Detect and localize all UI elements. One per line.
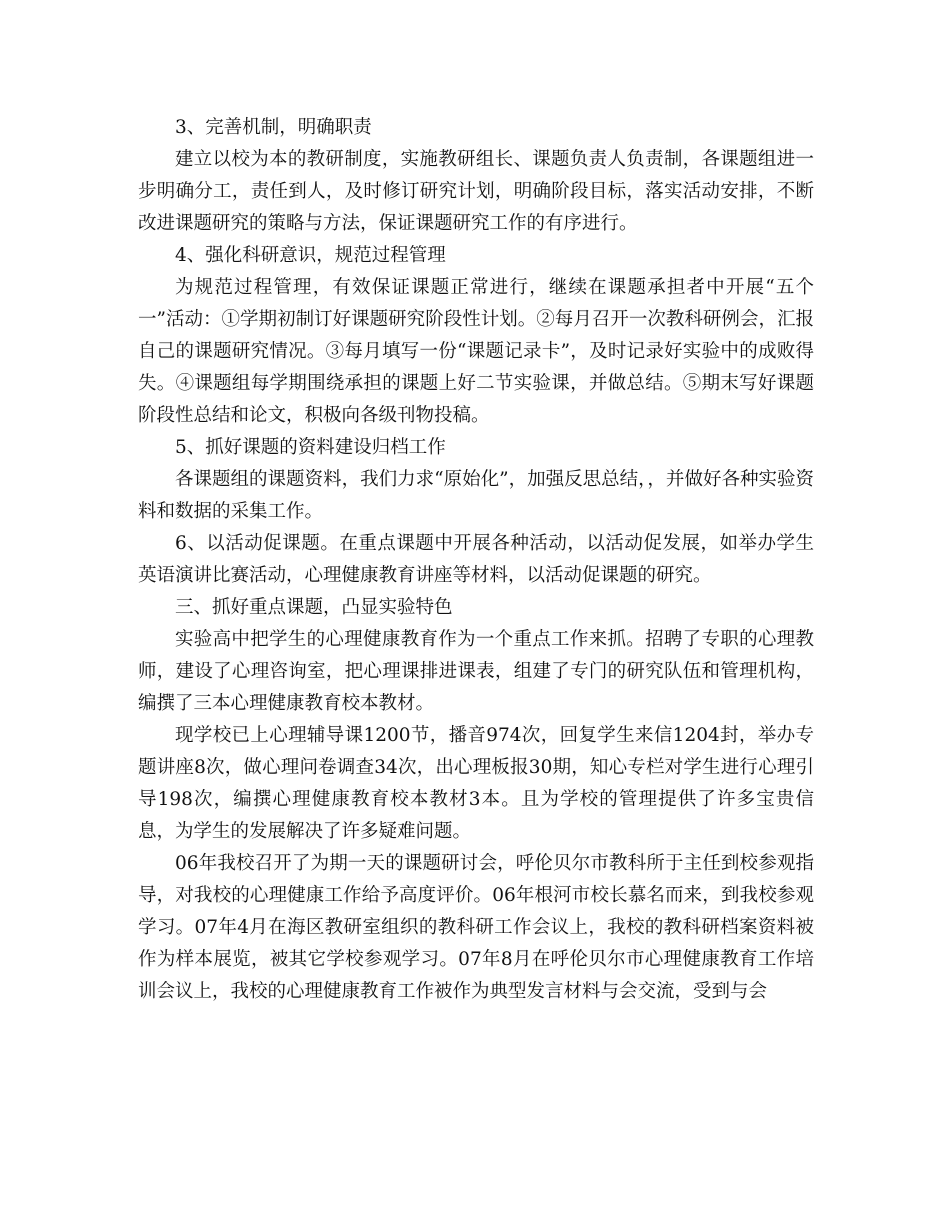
- paragraph-mental-health: 实验高中把学生的心理健康教育作为一个重点工作来抓。招聘了专职的心理教师，建设了心理咨询室，把心理课排进课表，组建了专门的研究队伍和管理机构，编撰了三本心理健康教育校本教材。: [138, 629, 814, 714]
- paragraph-mechanism: 建立以校为本的教研制度，实施教研组长、课题负责人负责制，各课题组进一步明确分工，责任到人，及时修订研究计划，明确阶段目标，落实活动安排，不断改进课题研究的策略与方法，保证课题研究工作的有序进行。: [138, 149, 814, 234]
- paragraph-activities: 6、以活动促课题。在重点课题中开展各种活动，以活动促发展，如举办学生英语演讲比赛活动，心理健康教育讲座等材料，以活动促课题的研究。: [138, 533, 814, 586]
- document-body: [138, 112, 814, 1008]
- section-heading-research-awareness: 4、强化科研意识，规范过程管理: [175, 245, 446, 266]
- paragraph-achievements: 06年我校召开了为期一天的课题研讨会，呼伦贝尔市教科所于主任到校参观指导，对我校的心理健康工作给予高度评价。06年根河市校长慕名而来，到我校参观学习。07年4月在海区教研室组织的教科研工作会议上，我校的教科研档案资料被作为样本展览，被其它学校参观学习。07年8月在呼伦贝尔市心理健康教育工作培训会议上，我校的心理健康教育工作被作为典型发言材料与会交流，受到与会: [138, 853, 814, 1002]
- section-heading-key-topics: 三、抓好重点课题，凸显实验特色: [175, 597, 453, 618]
- paragraph-research-awareness: 为规范过程管理，有效保证课题正常进行，继续在课题承担者中开展“五个一”活动：①学期初制订好课题研究阶段性计划。②每月召开一次教科研例会，汇报自己的课题研究情况。③每月填写一份“课题记录卡”，及时记录好实验中的成败得失。④课题组每学期围绕承担的课题上好二节实验课，并做总结。⑤期末写好课题阶段性总结和论文，积极向各级刊物投稿。: [138, 277, 814, 426]
- section-heading-mechanism: 3、完善机制，明确职责: [175, 117, 372, 138]
- paragraph-statistics: 现学校已上心理辅导课1200节，播音974次，回复学生来信1204封，举办专题讲座8次，做心理问卷调查34次，出心理板报30期，知心专栏对学生进行心理引导198次，编撰心理健康教育校本教材3本。且为学校的管理提供了许多宝贵信息，为学生的发展解决了许多疑难问题。: [138, 725, 814, 842]
- paragraph-archive: 各课题组的课题资料，我们力求“原始化”，加强反思总结，，并做好各种实验资料和数据的采集工作。: [138, 469, 814, 522]
- section-heading-archive: 5、抓好课题的资料建设归档工作: [175, 437, 446, 458]
